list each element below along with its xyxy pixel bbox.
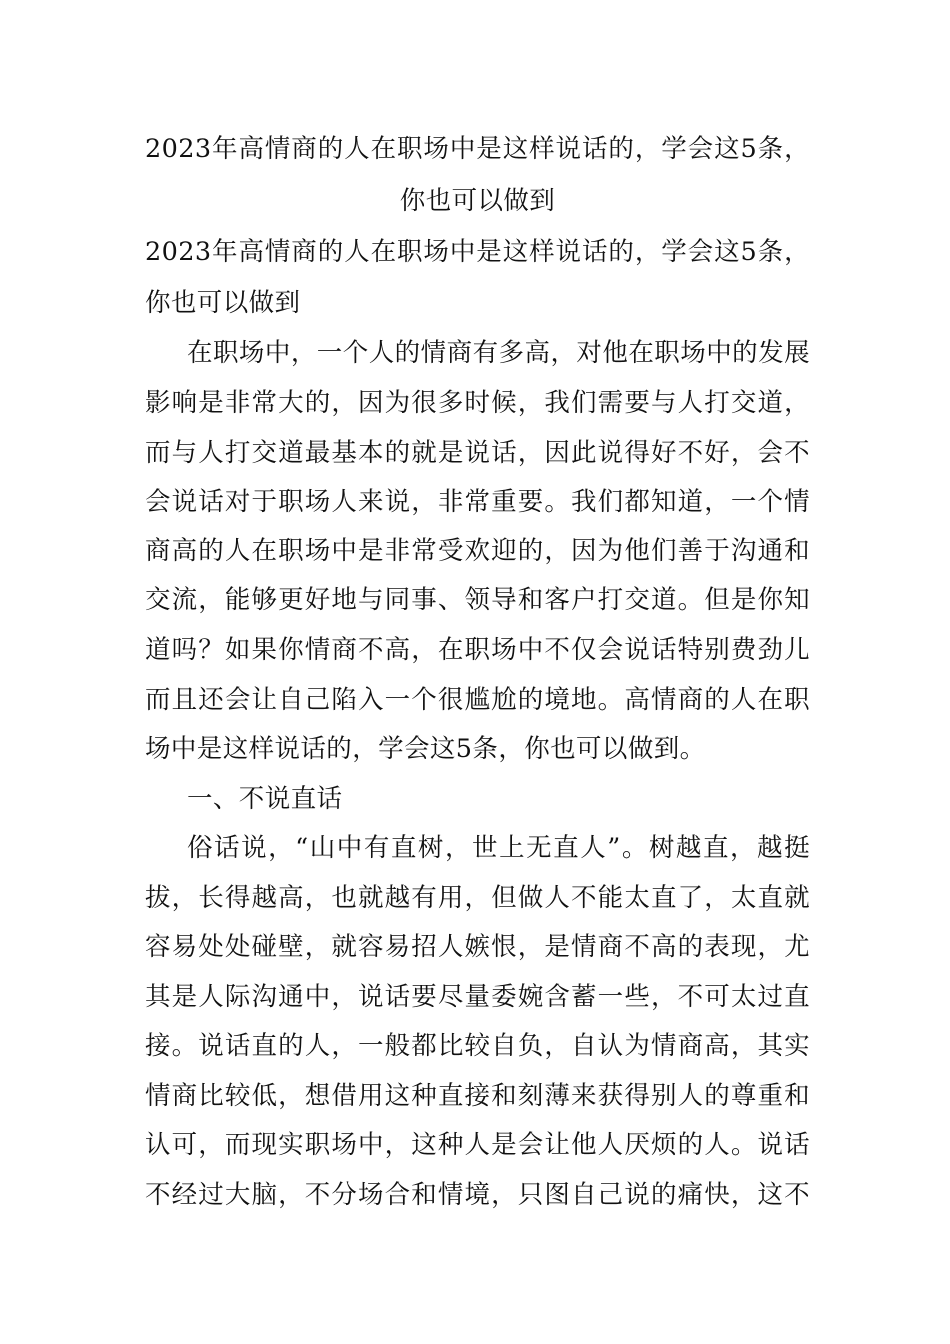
paragraph-2-line: 容易处处碰壁，就容易招人嫉恨，是情商不高的表现，尤 (145, 932, 810, 962)
paragraph-1-line: 交流，能够更好地与同事、领导和客户打交道。但是你知 (145, 585, 810, 615)
document-title-line-1: 2023年高情商的人在职场中是这样说话的，学会这5条， (145, 134, 810, 164)
paragraph-1-line: 而与人打交道最基本的就是说话，因此说得好不好，会不 (145, 438, 810, 468)
paragraph-2-line: 俗话说，“山中有直树，世上无直人”。树越直，越挺 (187, 833, 810, 863)
paragraph-2-line: 不经过大脑，不分场合和情境，只图自己说的痛快，这不 (145, 1180, 810, 1210)
document-subtitle-line-2: 你也可以做到 (145, 288, 301, 318)
document-subtitle-line-1: 2023年高情商的人在职场中是这样说话的，学会这5条， (145, 237, 810, 267)
document-title-line-2: 你也可以做到 (399, 186, 556, 216)
paragraph-2-line: 认可，而现实职场中，这种人是会让他人厌烦的人。说话 (145, 1130, 810, 1160)
paragraph-1-line: 道吗？如果你情商不高，在职场中不仅会说话特别费劲儿 (145, 635, 810, 665)
paragraph-1-line: 影响是非常大的，因为很多时候，我们需要与人打交道， (145, 388, 810, 418)
section-heading: 一、不说直话 (187, 784, 343, 814)
paragraph-2-line: 拔，长得越高，也就越有用，但做人不能太直了，太直就 (145, 883, 810, 913)
paragraph-2-line: 其是人际沟通中，说话要尽量委婉含蓄一些，不可太过直 (145, 982, 810, 1012)
paragraph-1-line: 而且还会让自己陷入一个很尴尬的境地。高情商的人在职 (145, 685, 810, 715)
paragraph-1-line: 商高的人在职场中是非常受欢迎的，因为他们善于沟通和 (145, 536, 810, 566)
paragraph-1-line: 场中是这样说话的，学会这5条，你也可以做到。 (145, 734, 706, 764)
paragraph-2-line: 接。说话直的人，一般都比较自负，自认为情商高，其实 (145, 1031, 810, 1061)
paragraph-1-line: 会说话对于职场人来说，非常重要。我们都知道，一个情 (145, 487, 810, 517)
paragraph-1-line: 在职场中，一个人的情商有多高，对他在职场中的发展 (187, 338, 810, 368)
paragraph-2-line: 情商比较低，想借用这种直接和刻薄来获得别人的尊重和 (145, 1081, 810, 1111)
